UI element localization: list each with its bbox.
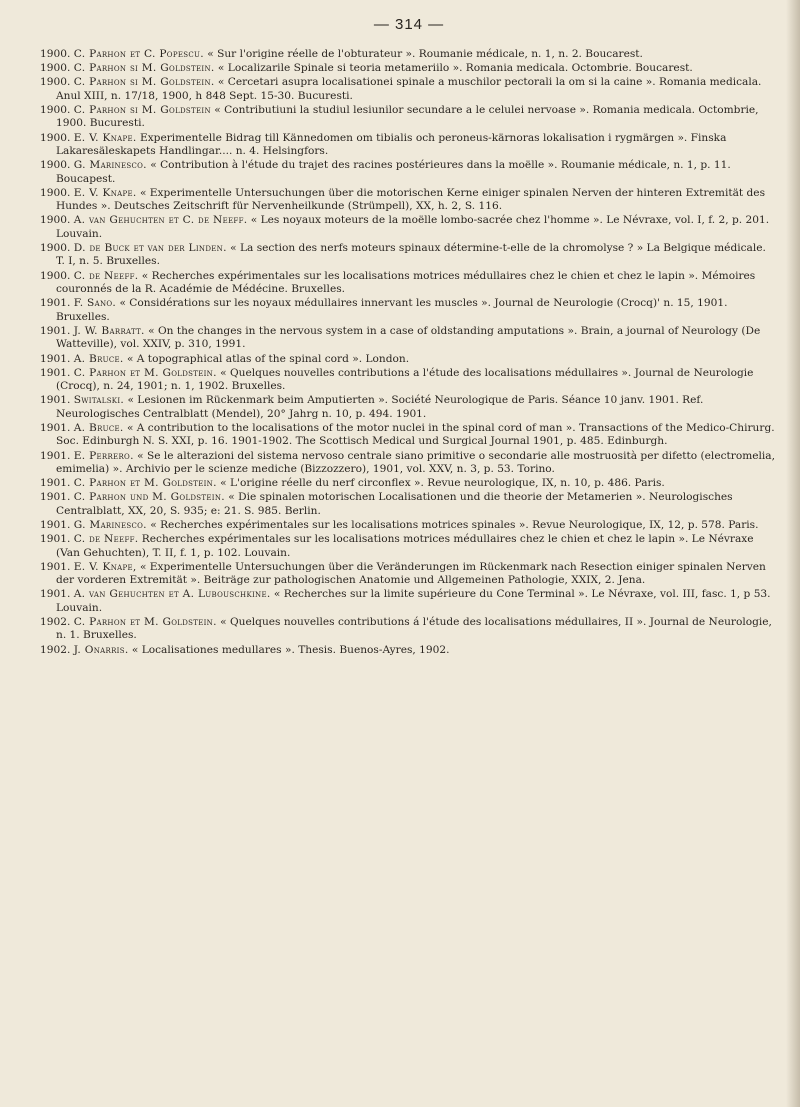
entry-year: 1900. <box>40 214 74 227</box>
bibliography-entry <box>40 270 778 297</box>
entry-authors: C. de Neeff. <box>73 533 139 546</box>
entry-year: 1901. <box>40 366 74 379</box>
entry-authors: E. V. Knape. <box>73 131 137 144</box>
entry-authors: C. Parhon et M. Goldstein. <box>73 477 217 490</box>
bibliography-entry <box>40 242 778 269</box>
entry-text: « Recherches sur la limite supérieure du Cone Terminal ». Le Névraxe, vol. III, fasc. 1, p 53. Louvain. <box>56 588 771 614</box>
entry-authors: C. Parhon und M. Goldstein. <box>73 491 225 504</box>
entry-text: Recherches expérimentales sur les localisations motrices médullaires chez le chien et chez le lapin ». Le Névraxe (Van Gehuchten), T. II, f. 1, p. 102. Louvain. <box>56 533 754 559</box>
entry-year: 1900. <box>40 242 74 255</box>
entry-authors: Switalski. <box>73 394 125 407</box>
bibliography-entry <box>40 561 778 588</box>
entry-text: « Contributiuni la studiul lesiunilor secundare a le celulei nervoase ». Romania medicala. Octombrie, 1900. Bucuresti. <box>56 104 759 130</box>
entry-year: 1900. <box>40 269 74 282</box>
entry-year: 1901. <box>40 394 74 407</box>
entry-year: 1900. <box>40 62 74 75</box>
entry-authors: F. Sano. <box>73 297 117 310</box>
entry-text: « Recherches expérimentales sur les localisations motrices spinales ». Revue Neurologique, IX, 12, p. 578. Paris. <box>146 518 759 531</box>
entry-authors: C. de Neeff. <box>73 269 139 282</box>
entry-authors: G. Marinesco. <box>73 159 147 172</box>
bibliography-list <box>40 48 778 657</box>
entry-text: « Sur l'origine réelle de l'obturateur ». Roumanie médicale, n. 1, n. 2. Boucarest. <box>203 48 643 60</box>
entry-authors: A. Bruce. <box>73 352 124 365</box>
entry-text: « Cercetari asupra localisationei spinale a muschilor pectorali la om si la caine ». Romania medicala. Anul XIII, n. 17/18, 1900, h 848 Sept. 15-30. Bucuresti. <box>56 76 762 102</box>
entry-year: 1901. <box>40 560 74 573</box>
bibliography-entry <box>40 104 778 131</box>
entry-authors: J. Onarris. <box>73 643 129 656</box>
entry-text: « Quelques nouvelles contributions a l'étude des localisations médullaires ». Journal de Neurologie (Crocq), n. 24, 1901; n. 1, 1902. Bruxelles. <box>56 366 754 393</box>
bibliography-entry <box>40 367 778 394</box>
bibliography-entry <box>40 422 778 449</box>
entry-authors: A. van Gehuchten et C. de Neeff. <box>73 214 248 227</box>
bibliography-entry <box>40 644 778 657</box>
entry-year: 1902. <box>40 615 74 628</box>
entry-year: 1900. <box>40 159 74 172</box>
entry-text: « Experimentelle Untersuchungen über die Veränderungen im Rückenmark nach Resection einiger spinalen Nerven der vorderen Extremität ». Beiträge zur pathologischen Anatomie und Allgemeinen Pathologie, XXIX, 2. Jena. <box>56 560 766 587</box>
entry-authors: E. V. Knape. <box>73 186 137 199</box>
bibliography-entry <box>40 477 778 490</box>
entry-text: « Contribution à l'étude du trajet des racines postérieures dans la moëlle ». Roumanie médicale, n. 1, p. 11. Boucapest. <box>56 159 731 185</box>
entry-year: 1901. <box>40 297 74 310</box>
entry-text: « Considérations sur les noyaux médullaires innervant les muscles ». Journal de Neurologie (Crocq)' n. 15, 1901. Bruxelles. <box>56 297 728 323</box>
entry-authors: C. Parhon et M. Goldstein. <box>73 366 217 379</box>
entry-text: Experimentelle Bidrag till Kännedomen om tibialis och peroneus-kärnoras lokalisation i rygmärgen ». Finska Lakaresäleskapets Handlingar.... n. 4. Helsingfors. <box>56 131 727 158</box>
entry-authors: A. van Gehuchten et A. Lubouschkine. <box>73 588 271 601</box>
entry-authors: C. Parhon et C. Popescu. <box>73 48 204 60</box>
entry-year: 1901. <box>40 491 74 504</box>
entry-year: 1900. <box>40 131 74 144</box>
entry-authors: C. Parhon et M. Goldstein. <box>73 615 217 628</box>
entry-text: « Recherches expérimentales sur les localisations motrices médullaires chez le chien et chez le lapin ». Mémoires couronnés de la R. Académie de Médécine. Bruxelles. <box>56 269 756 296</box>
entry-year: 1901. <box>40 533 74 546</box>
entry-text: « A topographical atlas of the spinal cord ». London. <box>123 352 410 365</box>
entry-text: « Localisationes medullares ». Thesis. Buenos-Ayres, 1902. <box>128 643 450 656</box>
entry-year: 1900. <box>40 76 74 89</box>
entry-year: 1901. <box>40 518 74 531</box>
entry-authors: E. Perrero. <box>73 449 134 462</box>
entry-text: « Les noyaux moteurs de la moëlle lombo-sacrée chez l'homme ». Le Névraxe, vol. I, f. 2, p. 201. Louvain. <box>56 214 770 240</box>
bibliography-entry <box>40 159 778 186</box>
entry-year: 1901. <box>40 477 74 490</box>
bibliography-entry <box>40 491 778 518</box>
entry-authors: C. Parhon si M. Goldstein <box>73 104 211 117</box>
bibliography-entry <box>40 325 778 352</box>
page-number-header: — 314 — <box>373 16 445 33</box>
bibliography-entry <box>40 588 778 615</box>
entry-year: 1900. <box>40 48 74 60</box>
entry-authors: J. W. Barratt. <box>73 324 145 337</box>
entry-year: 1901. <box>40 324 74 337</box>
bibliography-entry <box>40 450 778 477</box>
entry-text: « Die spinalen motorischen Localisationen und die theorie der Metamerien ». Neurologisches Centralblatt, XX, 20, S. 935; e: 21. S. 985. Berlin. <box>56 491 733 517</box>
entry-text: « On the changes in the nervous system in a case of oldstanding amputations ». Brain, a journal of Neurology (De Watteville), vol. XXIV, p. 310, 1991. <box>56 324 761 351</box>
entry-text: « Experimentelle Untersuchungen über die motorischen Kerne einiger spinalen Nerven der hinteren Extremität des Hundes ». Deutsches Zeitschrift für Nervenheilkunde (Strümpell), XX, h. 2, S. 116. <box>56 186 766 213</box>
entry-text: « Se le alterazioni del sistema nervoso centrale siano primitive o secondarie alle mostruosità per difetto (electromelia, emimelia) ». Archivio per le scienze mediche (Bizzozzero), 1901, vol. XXV, n. 3, p. 53. Torino. <box>56 449 775 475</box>
entry-authors: C. Parhon si M. Goldstein. <box>73 62 215 75</box>
bibliography-entry <box>40 394 778 421</box>
entry-authors: E. V. Knape, <box>73 560 137 573</box>
bibliography-entry <box>40 353 778 366</box>
bibliography-entry <box>40 62 778 75</box>
entry-authors: G. Marinesco. <box>73 518 147 531</box>
bibliography-entry <box>40 214 778 241</box>
entry-text: « Lesionen im Rückenmark beim Amputierten ». Société Neurologique de Paris. Séance 10 janv. 1901. Ref. Neurologisches Centralblatt (Mendel), 20° Jahrg n. 10, p. 494. 1901. <box>56 394 704 420</box>
bibliography-entry <box>40 48 778 61</box>
entry-authors: A. Bruce. <box>73 421 124 434</box>
entry-authors: D. de Buck et van der Linden. <box>73 242 227 255</box>
entry-authors: C. Parhon si M. Goldstein. <box>73 76 215 89</box>
bibliography-entry <box>40 519 778 532</box>
bibliography-entry <box>40 76 778 103</box>
entry-text: « A contribution to the localisations of the motor nuclei in the spinal cord of man ». Transactions of the Medico-Chirurg. Soc. Edinburgh N. S. XXI, p. 16. 1901-1902. The Scottisch Medical und Surgical Journal 1901, p. 485. Edinburgh. <box>56 421 775 448</box>
entry-year: 1901. <box>40 588 74 601</box>
entry-text: « Localizarile Spinale si teoria metameriilo ». Romania medicala. Octombrie. Boucarest. <box>214 62 693 75</box>
entry-year: 1901. <box>40 421 74 434</box>
bibliography-entry <box>40 132 778 159</box>
entry-year: 1900. <box>40 104 74 117</box>
bibliography-entry <box>40 616 778 643</box>
bibliography-entry <box>40 533 778 560</box>
entry-text: « L'origine réelle du nerf circonflex ». Revue neurologique, IX, n. 10, p. 486. Paris. <box>216 477 665 490</box>
entry-year: 1900. <box>40 186 74 199</box>
entry-year: 1902. <box>40 643 74 656</box>
bibliography-entry <box>40 297 778 324</box>
page-edge-shadow <box>786 0 800 1107</box>
entry-year: 1901. <box>40 352 74 365</box>
entry-text: « La section des nerfs moteurs spinaux détermine-t-elle de la chromolyse ? » La Belgique médicale. T. I, n. 5. Bruxelles. <box>56 242 766 268</box>
bibliography-entry <box>40 187 778 214</box>
entry-year: 1901. <box>40 449 74 462</box>
entry-text: « Quelques nouvelles contributions á l'étude des localisations médullaires, II ». Journal de Neurologie, n. 1. Bruxelles. <box>56 615 772 642</box>
